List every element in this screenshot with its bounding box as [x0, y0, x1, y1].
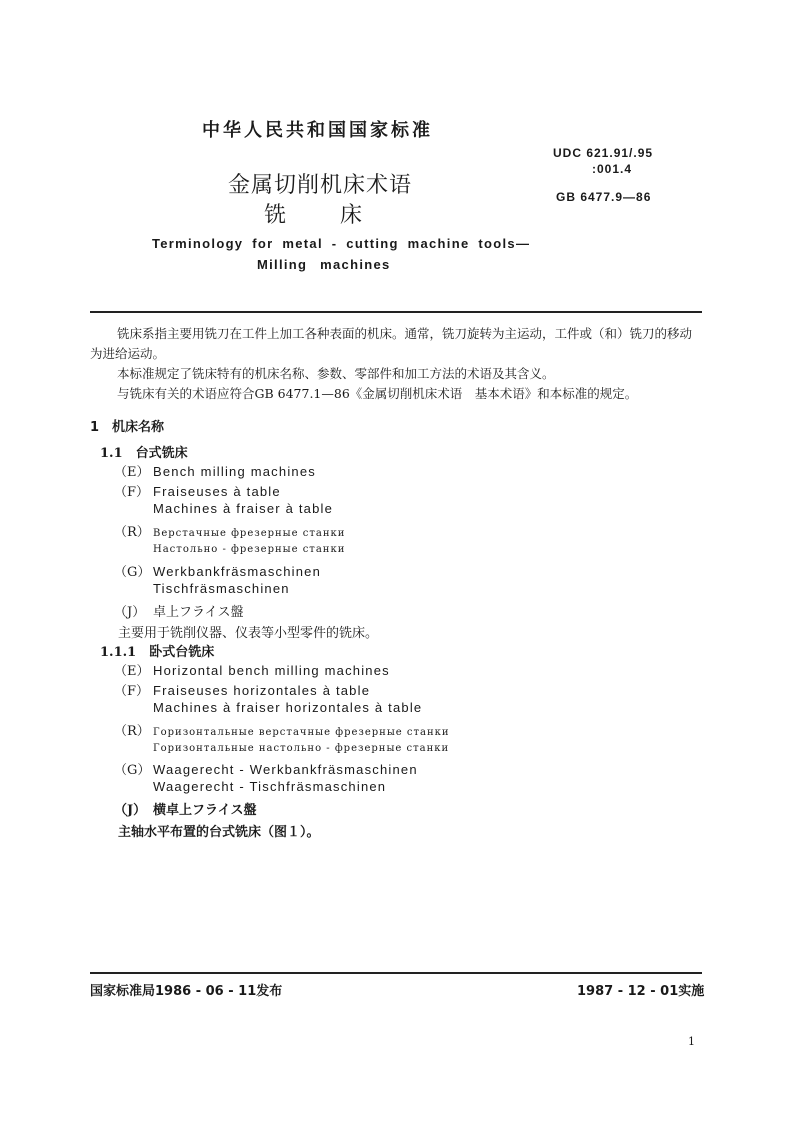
footer-divider: [90, 972, 702, 974]
lang-tag-f: （F）: [114, 684, 150, 699]
title-en: Terminology for metal - cutting machine tools—: [152, 236, 531, 251]
term-russian: [114, 521, 345, 540]
term-french: [114, 680, 370, 699]
term-french-alt: [114, 501, 333, 517]
title-zh: 金属切削机床术语: [228, 173, 413, 198]
subtitle-zh: [264, 198, 362, 229]
issue-date: 国家标准局1986 - 06 - 11发布: [90, 984, 283, 999]
subsection-heading-text: 1.1 台式铣床: [100, 446, 188, 461]
term-russian-alt: [114, 541, 345, 556]
intro-paragraph-2: 本标准规定了铣床特有的机床名称、参数、零部件和加工方法的术语及其含义。: [117, 366, 555, 381]
term-french: [114, 481, 281, 500]
term-english: [114, 461, 316, 480]
udc-code: UDC 621.91/.95: [553, 146, 654, 160]
term-russian-alt-text: Горизонтальные настольно - фрезерные станки: [153, 743, 450, 754]
subsection-heading-1-1: [100, 442, 188, 461]
term-russian: [114, 720, 450, 739]
term-french-text: Fraiseuses horizontales à table: [153, 683, 371, 698]
term-japanese-text: 横卓上フライス盤: [153, 803, 257, 818]
term-german-text: Waagerecht - Werkbankfräsmaschinen: [153, 762, 418, 777]
standard-organization: 中华人民共和国国家标准: [202, 120, 433, 141]
subtitle-zh-char-2: 床: [340, 203, 363, 228]
section-heading: 1 机床名称: [90, 420, 165, 435]
term-definition: 主要用于铣削仪器、仪表等小型零件的铣床。: [118, 626, 379, 641]
term-german-alt-text: Tischfräsmaschinen: [153, 581, 290, 596]
term-french-alt-text: Machines à fraiser à table: [153, 501, 334, 516]
lang-tag-j: （J）: [114, 803, 147, 818]
term-german-alt: [114, 779, 386, 795]
header-divider: [90, 311, 702, 313]
term-russian-alt-text: Настольно - фрезерные станки: [153, 544, 346, 555]
subsection-heading-1-1-1: [100, 641, 214, 660]
intro-paragraph-1: 铣床系指主要用铣刀在工件上加工各种表面的机床。通常，铣刀旋转为主运动，工件或（和）铣刀的移动为进给运动。: [90, 326, 693, 361]
lang-tag-r: （R）: [114, 525, 150, 540]
page-number: 1: [688, 1035, 695, 1048]
term-german: [114, 759, 418, 778]
lang-tag-g: （G）: [114, 565, 151, 580]
term-japanese: [114, 601, 243, 620]
subsection-heading-text: 1.1.1 卧式台铣床: [100, 645, 215, 660]
effective-date: 1987 - 12 - 01实施: [577, 984, 705, 999]
term-russian-text: Горизонтальные верстачные фрезерные станки: [153, 727, 450, 738]
lang-tag-e: （E）: [114, 664, 150, 679]
term-german-text: Werkbankfräsmaschinen: [153, 564, 322, 579]
lang-tag-e: （E）: [114, 465, 150, 480]
term-japanese-text: 卓上フライス盤: [153, 605, 244, 620]
term-french-alt: [114, 700, 422, 716]
term-russian-alt: [114, 740, 449, 755]
term-french-text: Fraiseuses à table: [153, 484, 281, 499]
term-english-text: Bench milling machines: [153, 464, 316, 479]
lang-tag-j: （J）: [114, 605, 146, 620]
term-german-alt: [114, 581, 290, 597]
term-definition: 主轴水平布置的台式铣床（图１）。: [118, 825, 320, 840]
udc-code-suffix: :001.4: [592, 162, 633, 176]
gb-number: GB 6477.9—86: [556, 190, 652, 204]
term-japanese: [114, 799, 256, 818]
lang-tag-r: （R）: [114, 724, 150, 739]
lang-tag-g: （G）: [114, 763, 151, 778]
term-french-alt-text: Machines à fraiser horizontales à table: [153, 700, 423, 715]
term-english: [114, 660, 390, 679]
lang-tag-f: （F）: [114, 485, 150, 500]
term-german-alt-text: Waagerecht - Tischfräsmaschinen: [153, 779, 387, 794]
term-german: [114, 561, 321, 580]
subtitle-en: Milling machines: [257, 257, 391, 272]
intro-paragraph-3: 与铣床有关的术语应符合GB 6477.1—86《金属切削机床术语 基本术语》和本标准的规定。: [117, 386, 638, 401]
term-english-text: Horizontal bench milling machines: [153, 663, 390, 678]
subtitle-zh-char-1: 铣: [264, 203, 287, 228]
term-russian-text: Верстачные фрезерные станки: [153, 528, 346, 539]
